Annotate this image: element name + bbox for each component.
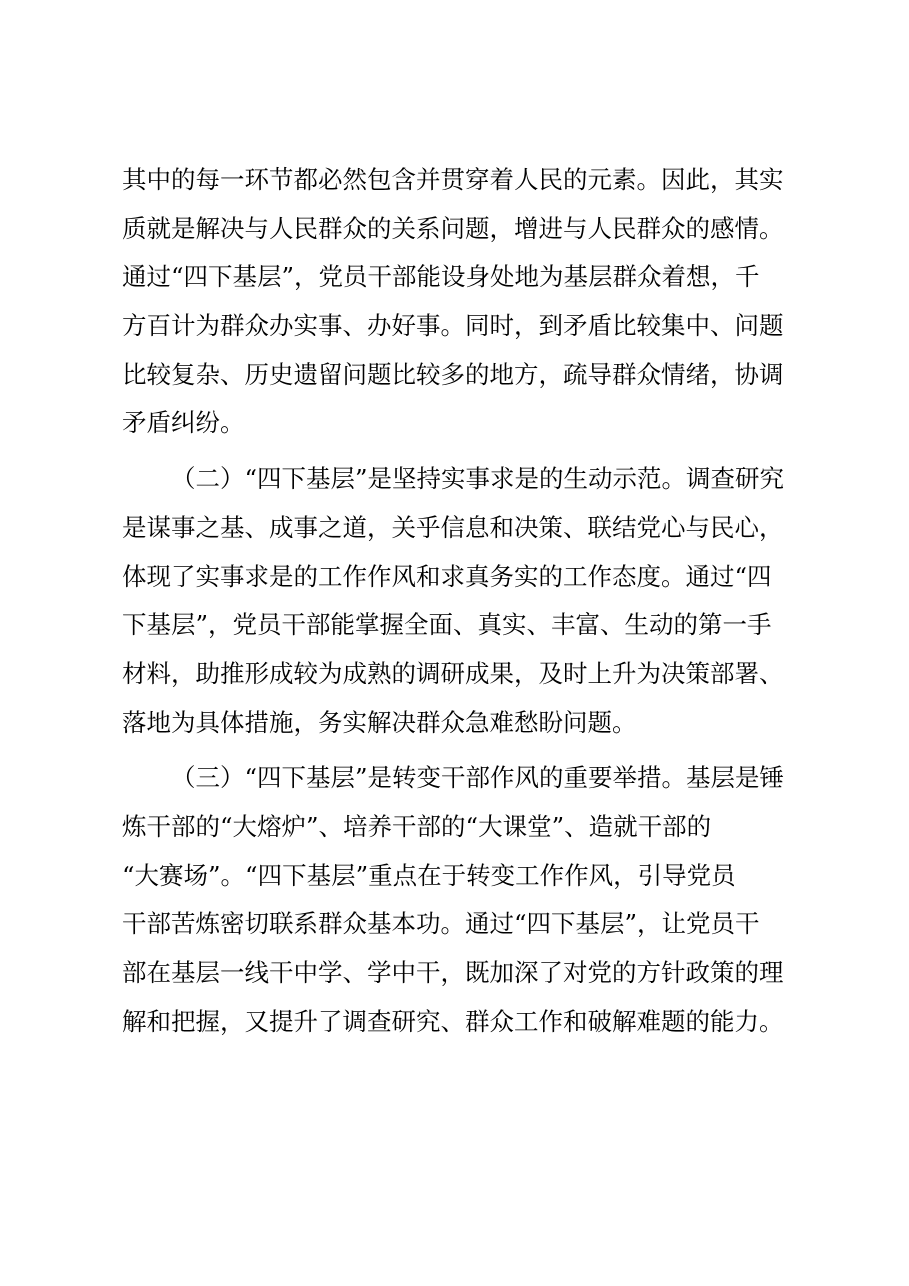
text-line: 下基层”，党员干部能掌握全面、真实、丰富、生动的第一手	[122, 610, 772, 640]
paragraph-gap	[122, 747, 802, 754]
text-line: “大赛场”。“四下基层”重点在于转变工作作风，引导党员	[122, 860, 736, 890]
text-line: 是谋事之基、成事之道，关乎信息和决策、联结党心与民心，	[122, 512, 784, 542]
text-line: 其中的每一环节都必然包含并贯穿着人民的元素。因此，其实	[122, 165, 784, 194]
paragraph-gap	[122, 448, 802, 455]
text-line: 材料，助推形成较为成熟的调研成果，及时上升为决策部署、	[122, 658, 784, 688]
text-line: 比较复杂、历史遗留问题比较多的地方，疏导群众情绪，协调	[122, 359, 784, 389]
text-line: 方百计为群众办实事、办好事。同时，到矛盾比较集中、问题	[122, 311, 784, 341]
text-line: （二）“四下基层”是坚持实事求是的生动示范。调查研究	[171, 464, 785, 494]
document-body	[122, 156, 802, 1046]
paragraph-2	[122, 455, 802, 747]
text-line: 通过“四下基层”，党员干部能设身处地为基层群众着想，千	[122, 262, 760, 292]
text-line: （三）“四下基层”是转变干部作风的重要举措。基层是锤	[171, 763, 785, 793]
paragraph-1	[122, 156, 802, 448]
paragraph-3	[122, 754, 802, 1046]
text-line: 质就是解决与人民群众的关系问题，增进与人民群众的感情。	[122, 213, 784, 243]
text-line: 解和把握，又提升了调查研究、群众工作和破解难题的能力。	[122, 1006, 784, 1036]
text-line: 干部苦炼密切联系群众基本功。通过“四下基层”，让党员干	[122, 909, 760, 939]
text-line: 部在基层一线干中学、学中干，既加深了对党的方针政策的理	[122, 958, 784, 987]
text-line: 矛盾纠纷。	[122, 408, 245, 438]
text-line: 落地为具体措施，务实解决群众急难愁盼问题。	[122, 707, 637, 737]
text-line: 炼干部的“大熔炉”、培养干部的“大课堂”、造就干部的	[122, 811, 712, 841]
text-line: 体现了实事求是的工作作风和求真务实的工作态度。通过“四	[122, 561, 772, 591]
